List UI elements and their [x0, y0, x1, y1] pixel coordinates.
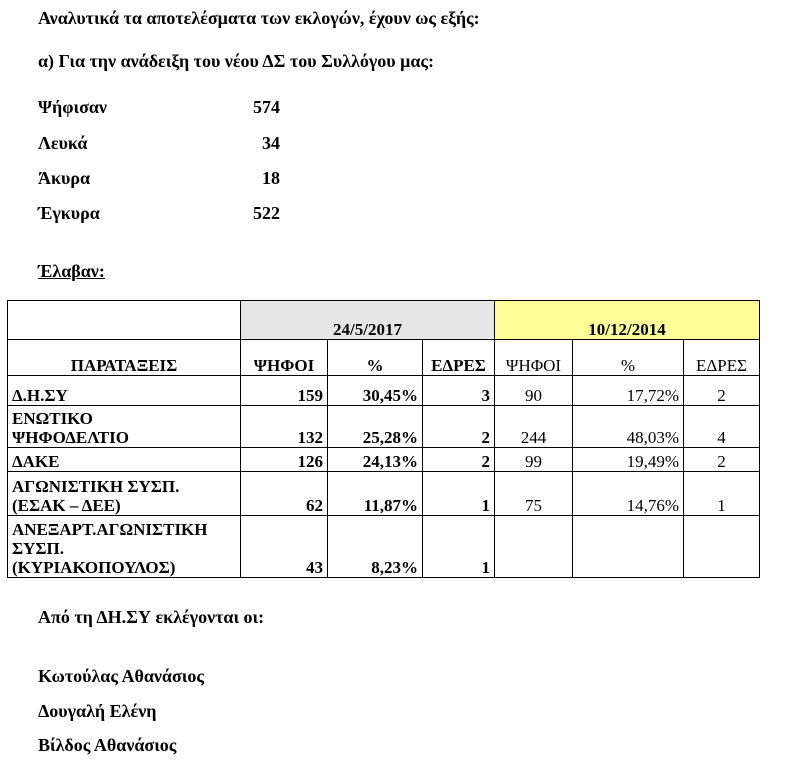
votes-2017: 126 — [241, 448, 328, 472]
pct-2017: 8,23% — [328, 516, 423, 578]
seats-2017: 3 — [423, 376, 495, 406]
intro-text: Αναλυτικά τα αποτελέσματα των εκλογών, έχουν ως εξής: — [38, 8, 480, 28]
votes-2017: 43 — [241, 516, 328, 578]
seats-2017: 2 — [423, 406, 495, 448]
faction-name: ΑΓΩΝΙΣΤΙΚΗ ΣΥΣΠ. (ΕΣΑΚ – ΔΕΕ) — [8, 472, 241, 516]
table-row — [8, 376, 760, 406]
section-a-heading: α) Για την ανάδειξη του νέου ΔΣ του Συλλόγου μας: — [38, 51, 434, 71]
elected-intro: Από τη ΔΗ.ΣΥ εκλέγονται οι: — [38, 607, 265, 627]
pct-2017: 24,13% — [328, 448, 423, 472]
elected-member: Δουγαλή Ελένη — [38, 701, 157, 721]
seats-2014: 4 — [684, 406, 760, 448]
seats-2017: 1 — [423, 516, 495, 578]
empty-header-cell — [8, 301, 241, 340]
pct-2014: 48,03% — [573, 406, 684, 448]
col-votes-2017-header: ΨΗΦΟΙ — [241, 340, 328, 376]
votes-2017: 62 — [241, 472, 328, 516]
votes-2014 — [495, 516, 573, 578]
table-column-header-row — [8, 340, 760, 376]
col-pct-2014-header: % — [573, 340, 684, 376]
pct-2014: 17,72% — [573, 376, 684, 406]
pct-2017: 11,87% — [328, 472, 423, 516]
faction-name: Δ.Η.ΣΥ — [8, 376, 241, 406]
seats-2017: 2 — [423, 448, 495, 472]
stat-label-valid: Έγκυρα — [38, 203, 100, 223]
table-row — [8, 406, 760, 448]
col-pct-2017-header: % — [328, 340, 423, 376]
table-row — [8, 448, 760, 472]
seats-2014: 2 — [684, 376, 760, 406]
votes-2017: 159 — [241, 376, 328, 406]
faction-name: ΑΝΕΞΑΡΤ.ΑΓΩΝΙΣΤΙΚΗ ΣΥΣΠ. (ΚΥΡΙΑΚΟΠΟΥΛΟΣ) — [8, 516, 241, 578]
votes-2014: 99 — [495, 448, 573, 472]
stat-label-voted: Ψήφισαν — [38, 97, 107, 117]
stat-label-blank: Λευκά — [38, 133, 88, 153]
col-seats-2017-header: ΕΔΡΕΣ — [423, 340, 495, 376]
votes-2014: 90 — [495, 376, 573, 406]
received-label: Έλαβαν: — [38, 261, 105, 281]
votes-2014: 75 — [495, 472, 573, 516]
faction-name: ΕΝΩΤΙΚΟ ΨΗΦΟΔΕΛΤΙΟ — [8, 406, 241, 448]
results-table — [7, 300, 760, 578]
stat-value-invalid: 18 — [262, 168, 280, 188]
period-2017-header: 24/5/2017 — [241, 301, 495, 340]
table-period-row — [8, 301, 760, 340]
seats-2014: 1 — [684, 472, 760, 516]
stat-value-blank: 34 — [262, 133, 280, 153]
pct-2014: 14,76% — [573, 472, 684, 516]
votes-2017: 132 — [241, 406, 328, 448]
col-faction-header: ΠΑΡΑΤΑΞΕΙΣ — [8, 340, 241, 376]
table-row — [8, 472, 760, 516]
col-seats-2014-header: ΕΔΡΕΣ — [684, 340, 760, 376]
col-votes-2014-header: ΨΗΦΟΙ — [495, 340, 573, 376]
period-2014-header: 10/12/2014 — [495, 301, 760, 340]
faction-name: ΔΑΚΕ — [8, 448, 241, 472]
pct-2017: 30,45% — [328, 376, 423, 406]
seats-2014 — [684, 516, 760, 578]
pct-2014 — [573, 516, 684, 578]
seats-2014: 2 — [684, 448, 760, 472]
pct-2017: 25,28% — [328, 406, 423, 448]
stat-label-invalid: Άκυρα — [38, 168, 91, 188]
elected-member: Βίλδος Αθανάσιος — [38, 735, 177, 755]
elected-member: Κωτούλας Αθανάσιος — [38, 666, 204, 686]
seats-2017: 1 — [423, 472, 495, 516]
stat-value-voted: 574 — [253, 97, 280, 117]
stat-value-valid: 522 — [253, 203, 280, 223]
pct-2014: 19,49% — [573, 448, 684, 472]
votes-2014: 244 — [495, 406, 573, 448]
table-row — [8, 516, 760, 578]
